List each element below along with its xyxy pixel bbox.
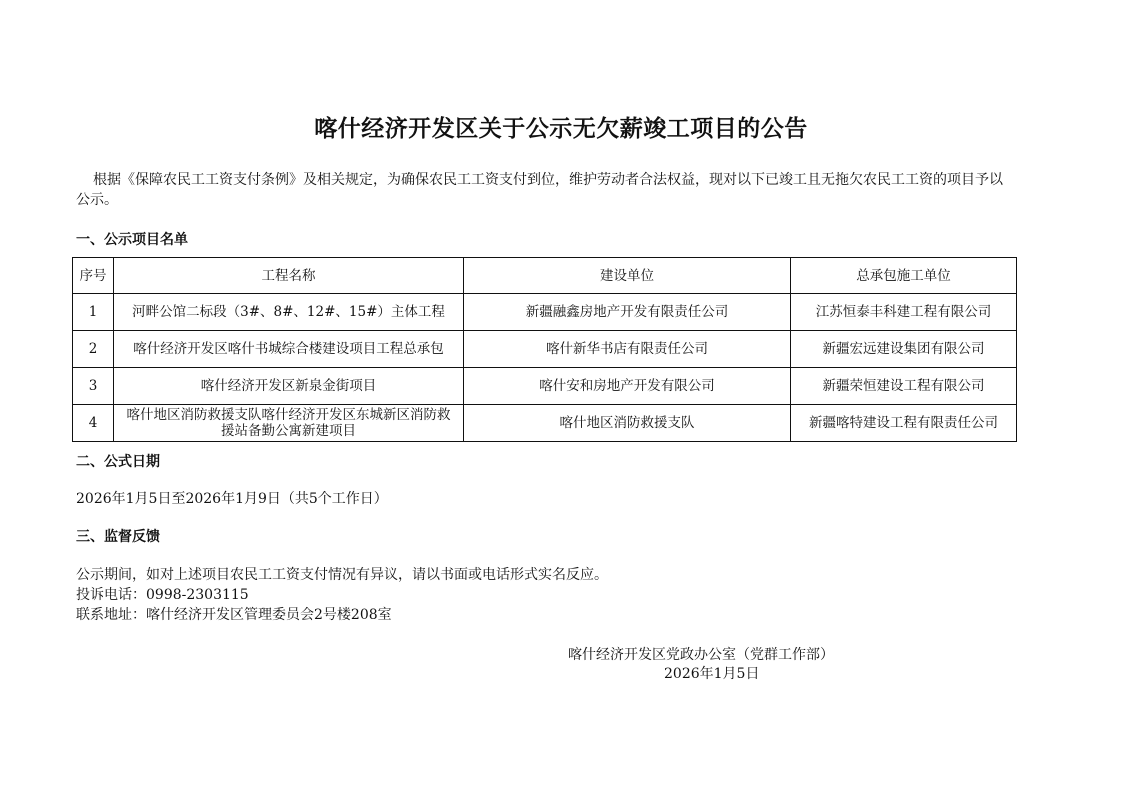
row-project-name: 河畔公馆二标段（3#、8#、12#、15#）主体工程	[114, 294, 464, 331]
project-table	[72, 257, 1017, 442]
complaint-phone: 投诉电话：0998-2303115	[76, 587, 249, 603]
row-contractor: 新疆荣恒建设工程有限公司	[791, 368, 1017, 405]
table-row	[73, 294, 1017, 331]
section-heading-project-list: 一、公示项目名单	[76, 232, 188, 248]
row-contractor: 新疆宏远建设集团有限公司	[791, 331, 1017, 368]
section-heading-feedback: 三、监督反馈	[76, 529, 160, 545]
row-index: 1	[73, 294, 114, 331]
row-contractor: 江苏恒泰丰科建工程有限公司	[791, 294, 1017, 331]
table-row	[73, 368, 1017, 405]
header-developer: 建设单位	[464, 258, 791, 294]
table-header-row	[73, 258, 1017, 294]
row-index: 2	[73, 331, 114, 368]
signature-organization: 喀什经济开发区党政办公室（党群工作部）	[568, 647, 834, 663]
table-row	[73, 405, 1017, 442]
row-developer: 喀什安和房地产开发有限公司	[464, 368, 791, 405]
signature-date: 2026年1月5日	[664, 666, 760, 682]
intro-paragraph: 根据《保障农民工工资支付条例》及相关规定，为确保农民工工资支付到位，维护劳动者合法权益，现对以下已竣工且无拖欠农民工工资的项目予以公示。	[76, 172, 1003, 208]
row-project-name: 喀什经济开发区喀什书城综合楼建设项目工程总承包	[114, 331, 464, 368]
feedback-text: 公示期间，如对上述项目农民工工资支付情况有异议，请以书面或电话形式实名反应。	[76, 567, 608, 583]
row-project-name: 喀什地区消防救援支队喀什经济开发区东城新区消防救援站备勤公寓新建项目	[114, 405, 464, 442]
header-project-name: 工程名称	[114, 258, 464, 294]
row-index: 3	[73, 368, 114, 405]
row-index: 4	[73, 405, 114, 442]
row-project-name: 喀什经济开发区新泉金街项目	[114, 368, 464, 405]
row-contractor: 新疆喀特建设工程有限责任公司	[791, 405, 1017, 442]
header-index: 序号	[73, 258, 114, 294]
feedback-block	[76, 565, 608, 625]
row-developer: 喀什地区消防救援支队	[464, 405, 791, 442]
contact-address: 联系地址：喀什经济开发区管理委员会2号楼208室	[76, 607, 392, 623]
document-title: 喀什经济开发区关于公示无欠薪竣工项目的公告	[314, 116, 808, 142]
header-contractor: 总承包施工单位	[791, 258, 1017, 294]
section-heading-publicity-dates: 二、公式日期	[76, 454, 160, 470]
row-developer: 新疆融鑫房地产开发有限责任公司	[464, 294, 791, 331]
row-developer: 喀什新华书店有限责任公司	[464, 331, 791, 368]
table-row	[73, 331, 1017, 368]
publicity-date-range: 2026年1月5日至2026年1月9日（共5个工作日）	[76, 491, 388, 507]
